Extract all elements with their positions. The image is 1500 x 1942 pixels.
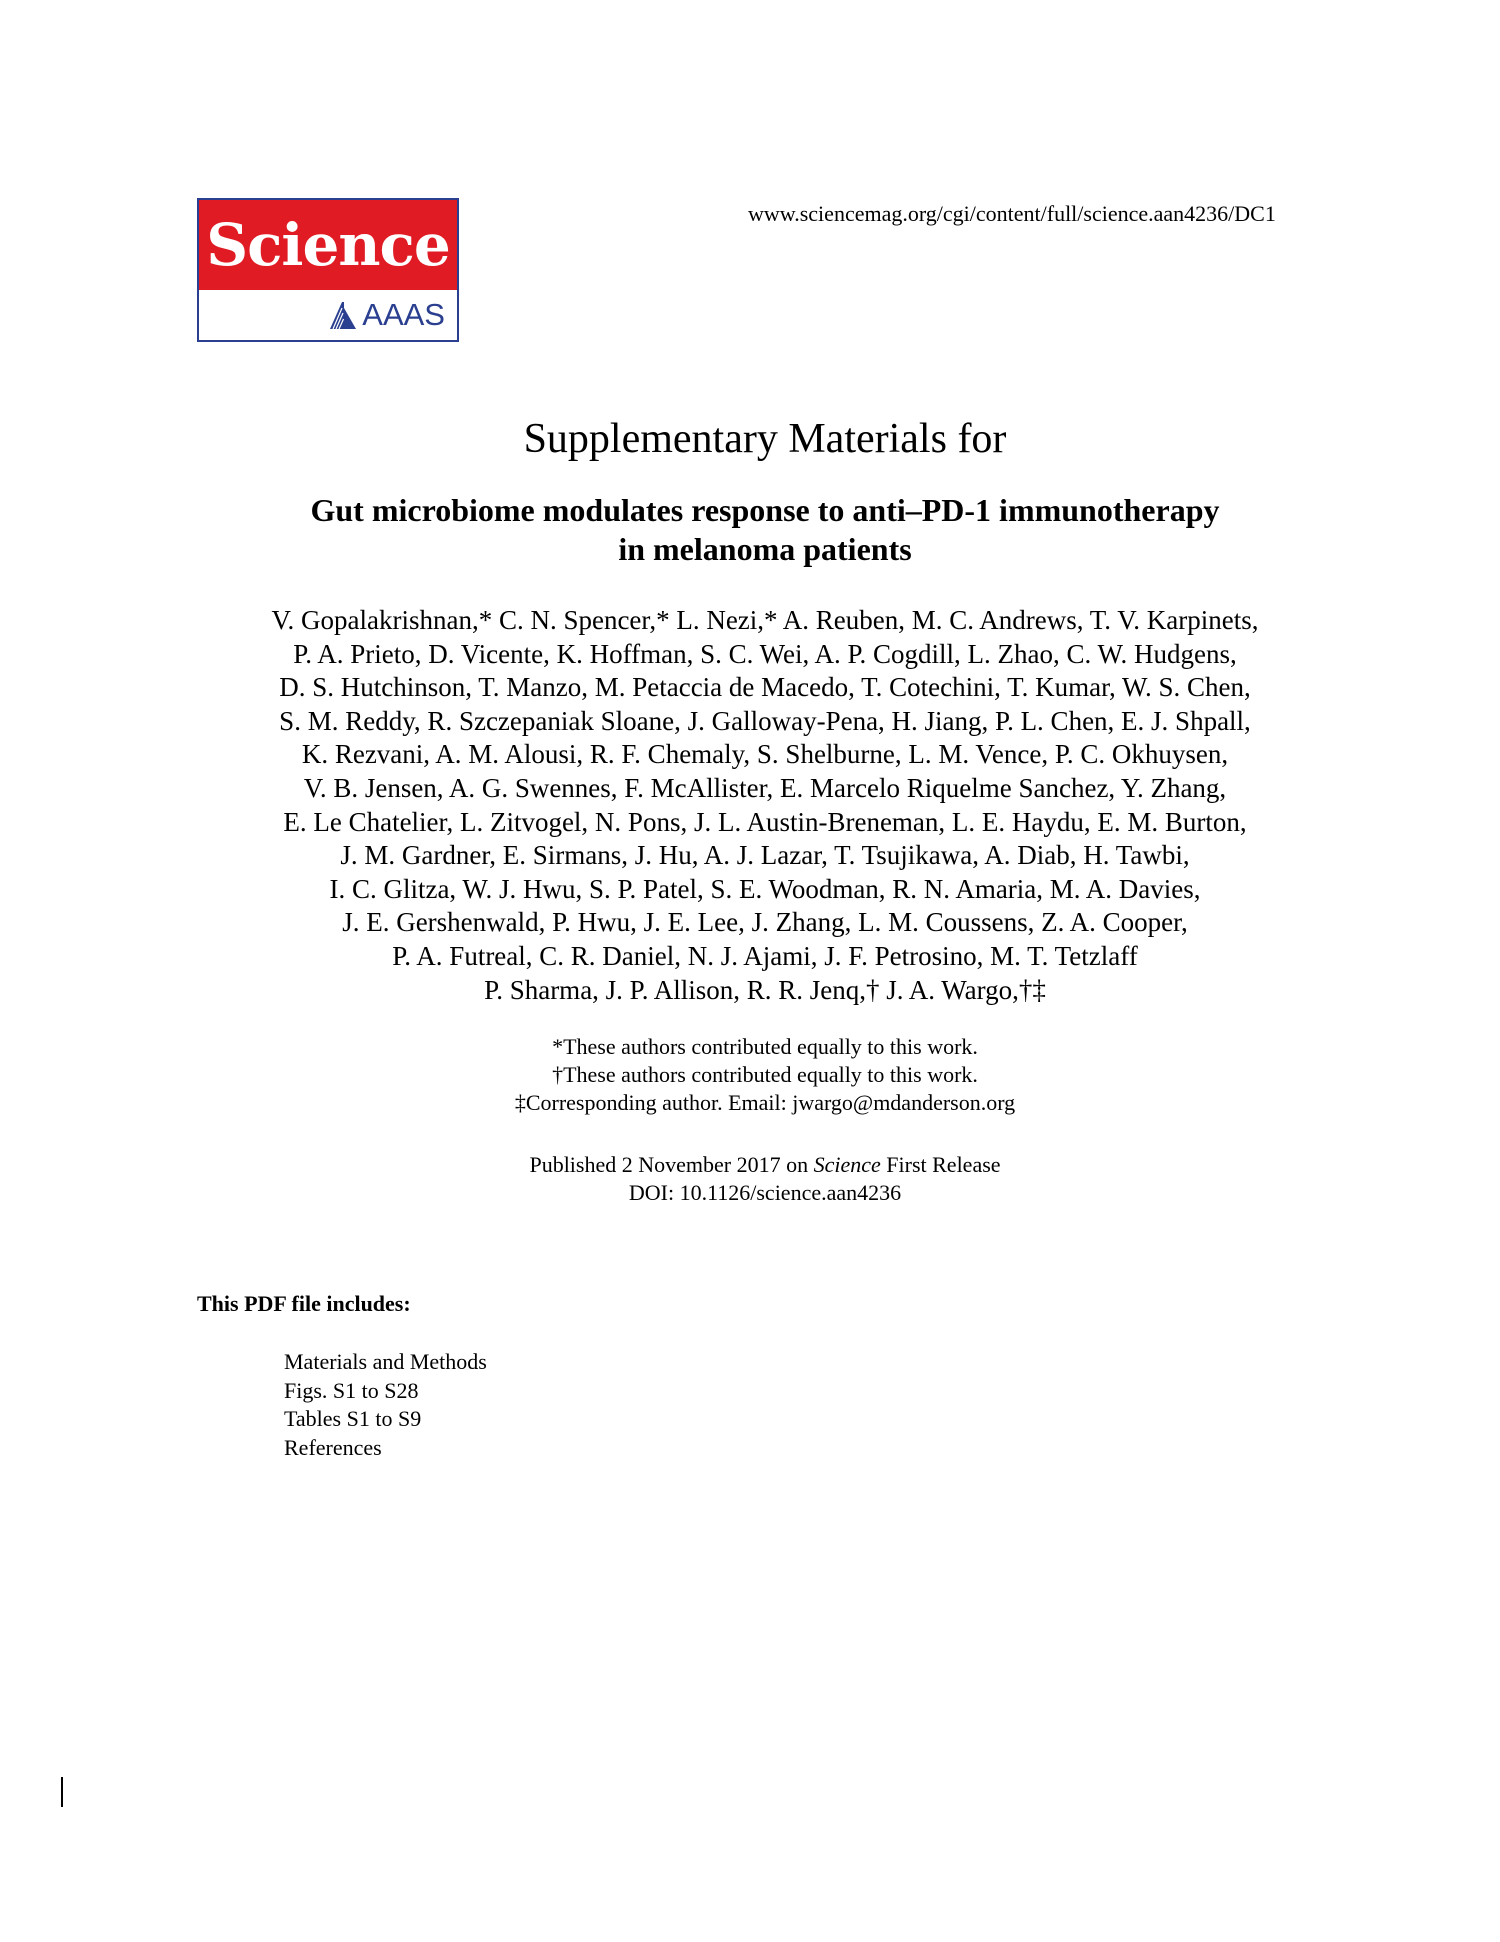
science-aaas-logo bbox=[197, 198, 459, 342]
author-line: E. Le Chatelier, L. Zitvogel, N. Pons, J. L. Austin-Breneman, L. E. Haydu, E. M. Burton, bbox=[283, 806, 1247, 837]
page-title: Supplementary Materials for bbox=[523, 416, 1007, 462]
doi: DOI: 10.1126/science.aan4236 bbox=[628, 1180, 902, 1205]
author-line: V. B. Jensen, A. G. Swennes, F. McAllister, E. Marcelo Riquelme Sanchez, Y. Zhang, bbox=[303, 772, 1227, 803]
publication-info bbox=[0, 1151, 1500, 1207]
list-item: Materials and Methods bbox=[284, 1349, 487, 1374]
includes-list bbox=[284, 1348, 487, 1462]
list-item: Tables S1 to S9 bbox=[284, 1406, 422, 1431]
published-suffix: First Release bbox=[880, 1152, 1001, 1177]
journal-name: Science bbox=[813, 1152, 881, 1177]
paper-title-line-2: in melanoma patients bbox=[618, 531, 912, 567]
aaas-mark-icon bbox=[329, 300, 359, 330]
includes-heading: This PDF file includes: bbox=[197, 1291, 411, 1316]
list-item: References bbox=[284, 1434, 382, 1460]
author-line: J. E. Gershenwald, P. Hwu, J. E. Lee, J. Zhang, L. M. Coussens, Z. A. Cooper, bbox=[342, 907, 1188, 938]
paper-title-line-1: Gut microbiome modulates response to anti–PD-1 immunotherapy bbox=[310, 492, 1220, 528]
equal-contribution-note: *These authors contributed equally to this work. bbox=[552, 1034, 978, 1059]
author-line: P. A. Futreal, C. R. Daniel, N. J. Ajami, J. F. Petrosino, M. T. Tetzlaff bbox=[392, 940, 1138, 971]
equal-contribution-note: †These authors contributed equally to this work. bbox=[552, 1062, 978, 1087]
author-line: V. Gopalakrishnan,* C. N. Spencer,* L. Nezi,* A. Reuben, M. C. Andrews, T. V. Karpinets, bbox=[271, 605, 1259, 635]
aaas-lockup bbox=[199, 290, 457, 340]
author-line: P. A. Prieto, D. Vicente, K. Hoffman, S. C. Wei, A. P. Cogdill, L. Zhao, C. W. Hudgens, bbox=[293, 638, 1237, 669]
corresponding-author-note: ‡Corresponding author. Email: jwargo@mdanderson.org bbox=[514, 1090, 1016, 1115]
author-line: S. M. Reddy, R. Szczepaniak Sloane, J. Galloway-Pena, H. Jiang, P. L. Chen, E. J. Shpall, bbox=[279, 705, 1251, 736]
paper-title bbox=[0, 491, 1500, 569]
list-item: Figs. S1 to S28 bbox=[284, 1377, 419, 1403]
author-line: K. Rezvani, A. M. Alousi, R. F. Chemaly, S. Shelburne, L. M. Vence, P. C. Okhuysen, bbox=[301, 739, 1229, 770]
aaas-wordmark: AAAS bbox=[362, 297, 445, 332]
author-notes bbox=[0, 1033, 1500, 1117]
published-line bbox=[0, 1151, 1500, 1179]
author-line: P. Sharma, J. P. Allison, R. R. Jenq,† J. A. Wargo,†‡ bbox=[484, 974, 1046, 1005]
author-line: I. C. Glitza, W. J. Hwu, S. P. Patel, S. E. Woodman, R. N. Amaria, M. A. Davies, bbox=[329, 873, 1201, 904]
text-cursor bbox=[61, 1777, 63, 1807]
supplement-url[interactable]: www.sciencemag.org/cgi/content/full/science.aan4236/DC1 bbox=[748, 201, 1276, 226]
author-line: J. M. Gardner, E. Sirmans, J. Hu, A. J. Lazar, T. Tsujikawa, A. Diab, H. Tawbi, bbox=[340, 840, 1190, 871]
author-line: D. S. Hutchinson, T. Manzo, M. Petaccia de Macedo, T. Cotechini, T. Kumar, W. S. Chen, bbox=[279, 672, 1251, 703]
science-wordmark: Science bbox=[199, 200, 457, 290]
published-prefix: Published 2 November 2017 on bbox=[529, 1152, 814, 1177]
author-list bbox=[0, 604, 1500, 1007]
